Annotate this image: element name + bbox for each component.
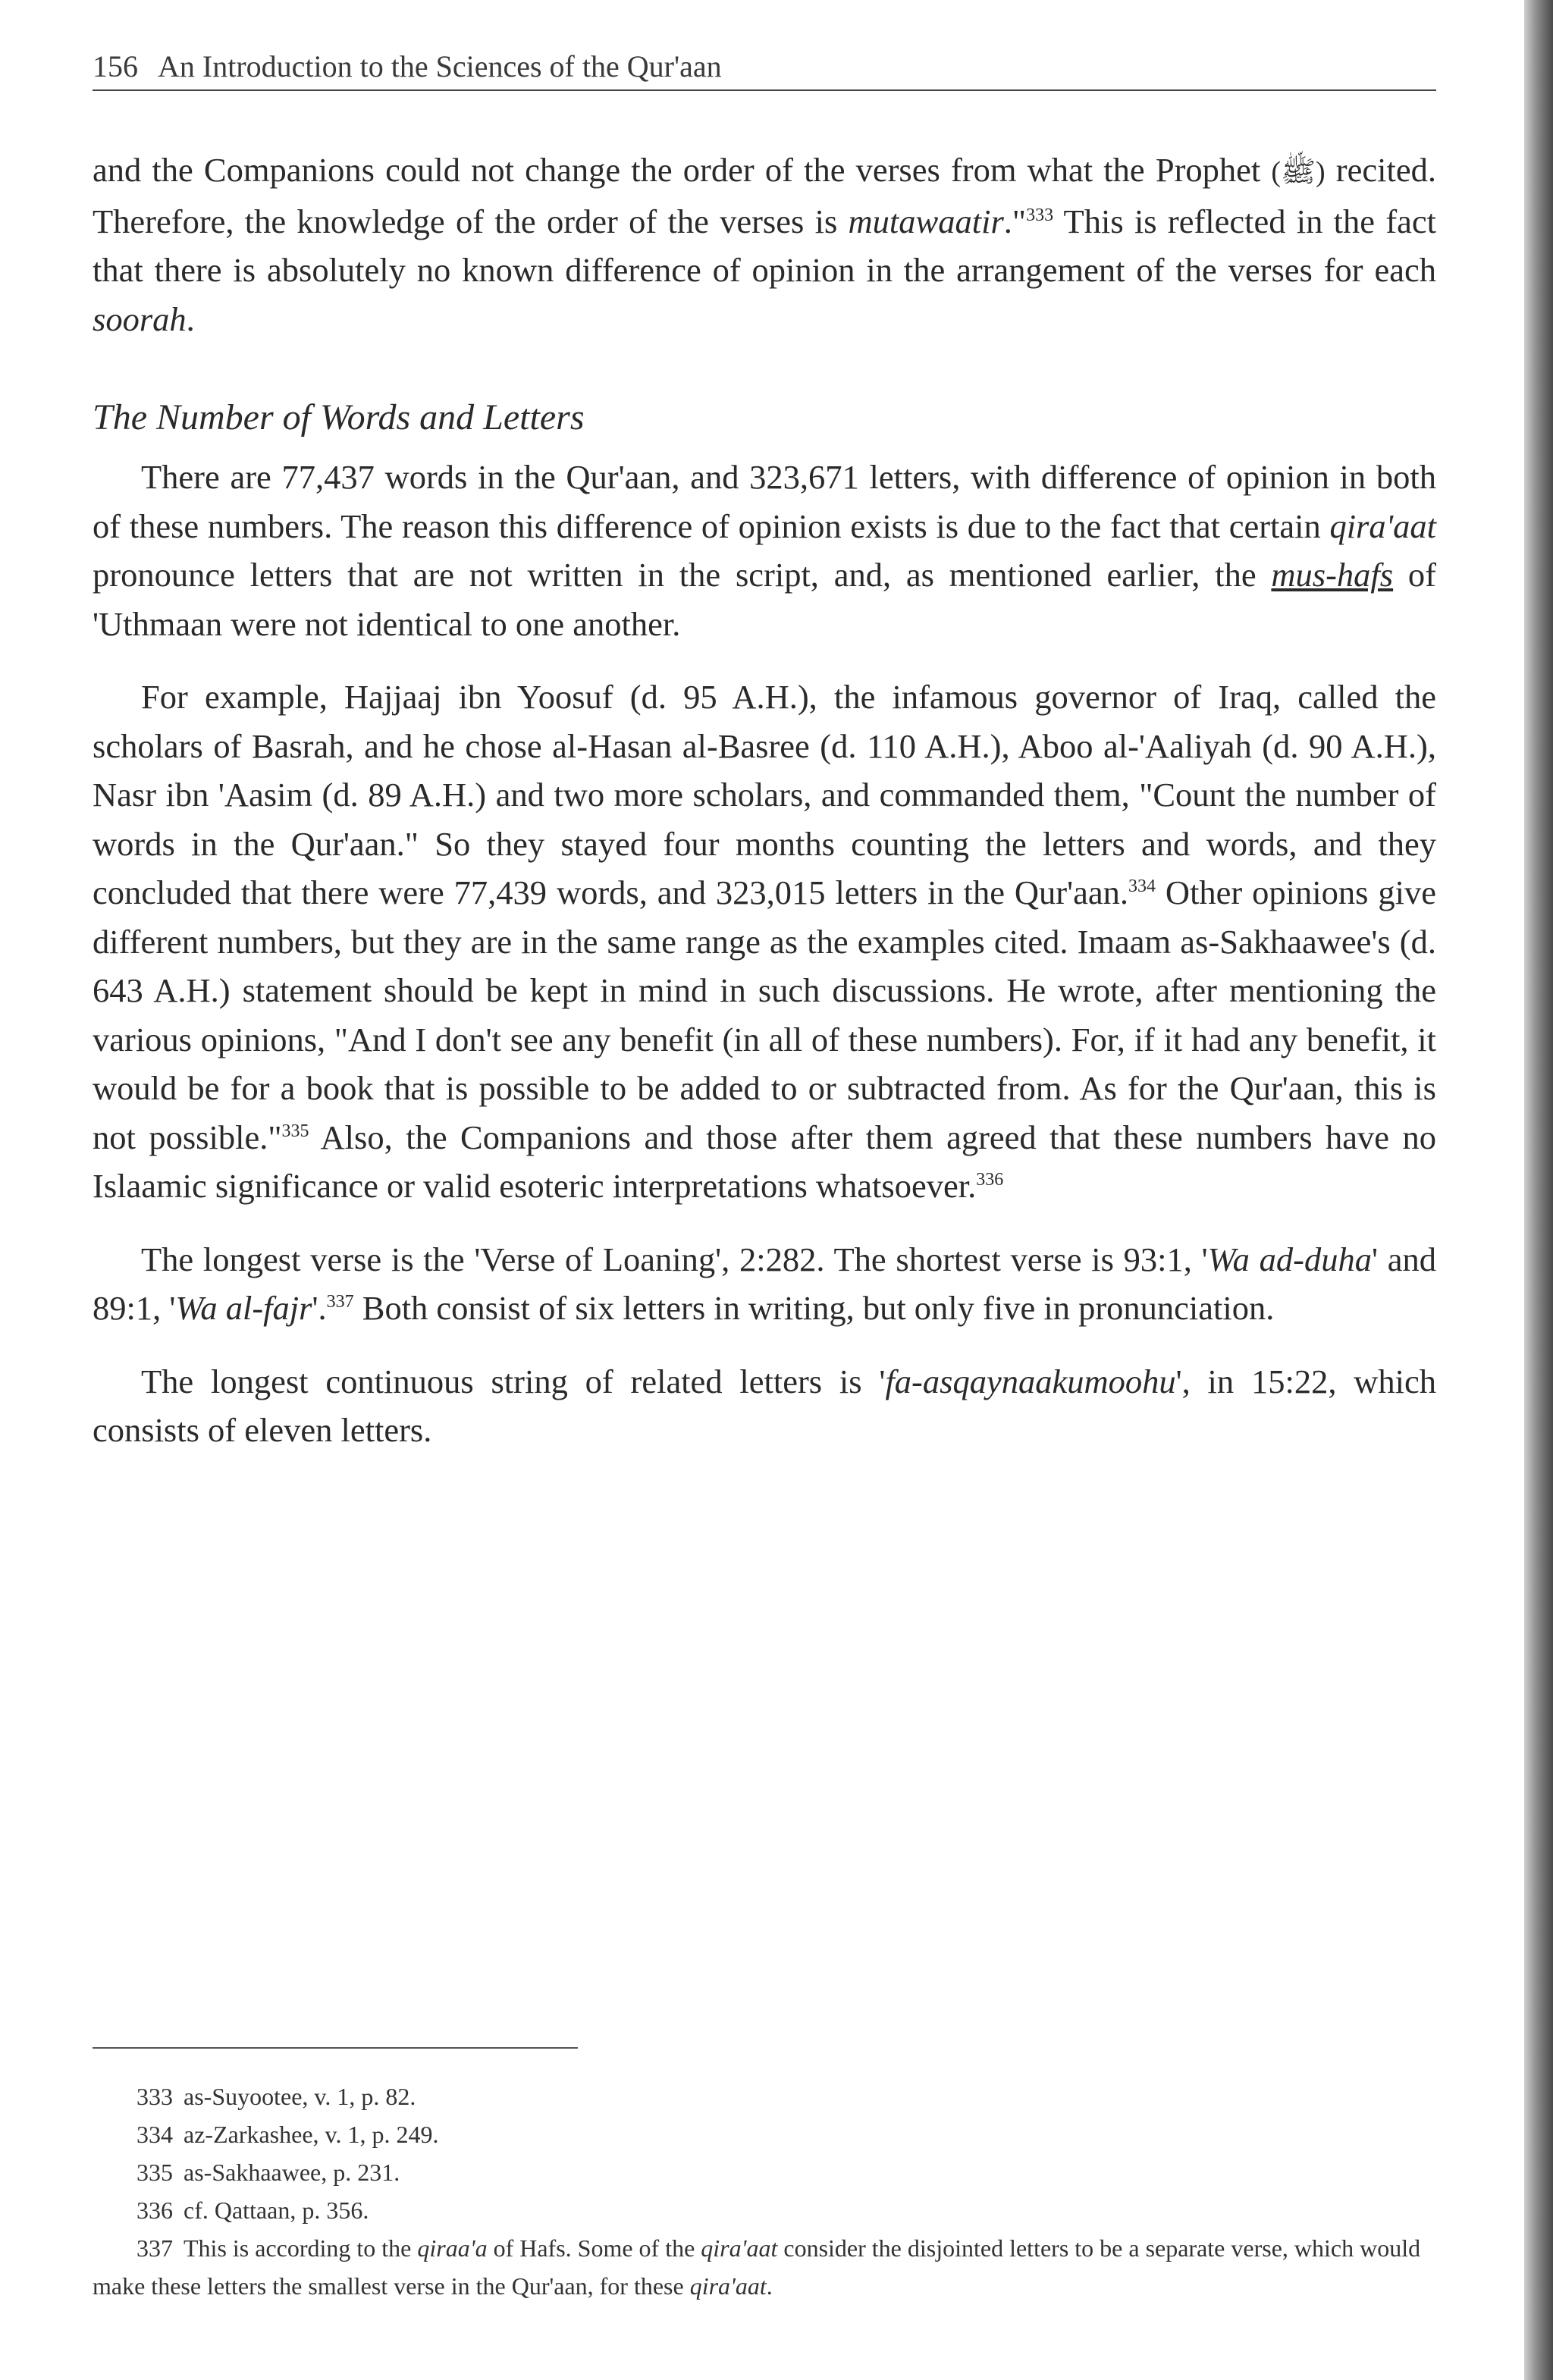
- text-run: The longest verse is the 'Verse of Loaning', 2:282. The shortest verse is 93:1, ': [141, 1240, 1208, 1278]
- footnote-number: 335: [136, 2159, 173, 2186]
- term-qiraaa: qiraa'a: [417, 2234, 488, 2262]
- footnote-text: This is according to the: [184, 2234, 418, 2262]
- running-header: [93, 44, 1436, 91]
- text-run: .: [186, 299, 195, 338]
- section-heading: The Number of Words and Letters: [93, 397, 585, 437]
- paragraph-longest-string: [93, 1357, 1436, 1455]
- footnote-337: [93, 2229, 1436, 2305]
- text-run: .": [1003, 202, 1027, 240]
- footnote-number: 336: [136, 2197, 173, 2224]
- term-qiraaat: qira'aat: [701, 2234, 778, 2262]
- footnotes: [93, 2077, 1436, 2305]
- paragraph-hajjaaj: [93, 673, 1436, 1211]
- footnote-text: cf. Qattaan, p. 356.: [184, 2197, 369, 2224]
- term-mutawaatir: mutawaatir: [848, 202, 1004, 240]
- footnote-number: 333: [136, 2083, 173, 2110]
- footnote-334: [93, 2115, 1436, 2153]
- paragraph-longest-verse: [93, 1235, 1436, 1333]
- text-run: Also, the Companions and those after them agreed that these numbers have no Islaamic significance or valid esoteric interpretations whatsoever.: [93, 1118, 1436, 1205]
- text-run: and the Companions could not change the order of the verses from what the Prophet: [93, 151, 1272, 189]
- footnote-text: consider the disjointed letters to be a separate verse, which would make these letters the smallest verse in the Qur'aan, for these: [93, 2234, 1421, 2300]
- term-soorah: soorah: [93, 299, 187, 338]
- text-run: recited. Therefore, the knowledge of the order of the verses is: [93, 151, 1436, 240]
- term-fa-asqaynaakumoohu: fa-asqaynaakumoohu: [885, 1362, 1176, 1400]
- footnote-text: .: [766, 2272, 773, 2300]
- footnote-text: az-Zarkashee, v. 1, p. 249.: [184, 2121, 439, 2148]
- text-run: This is reflected in the fact that there is absolutely no known difference of opinion in the arrangement of the verses for each: [93, 202, 1437, 289]
- page-edge-shadow: [1524, 0, 1553, 2380]
- footnote-text: of Hafs. Some of the: [487, 2234, 701, 2262]
- footnote-335: [93, 2153, 1436, 2191]
- paragraph-word-count: [93, 453, 1436, 648]
- text-run: Both consist of six letters in writing, but only five in pronunciation.: [353, 1289, 1275, 1327]
- footnote-ref-336[interactable]: 336: [976, 1170, 1004, 1190]
- term-mus-hafs: mus-hafs: [1271, 556, 1394, 594]
- term-wa-ad-duha: Wa ad-duha: [1207, 1240, 1372, 1278]
- body-text: [93, 146, 1436, 1455]
- text-run: The longest continuous string of related letters is ': [141, 1362, 886, 1400]
- paragraph-continuation: [93, 146, 1436, 343]
- footnote-ref-333[interactable]: 333: [1026, 205, 1054, 225]
- salutation-symbol: (ﷺ): [1271, 156, 1326, 188]
- footnote-ref-334[interactable]: 334: [1128, 876, 1156, 897]
- term-wa-al-fajr: Wa al-fajr: [175, 1289, 312, 1327]
- text-run: ', in 15:22, which consists of eleven letters.: [93, 1362, 1437, 1449]
- text-run: For example, Hajjaaj ibn Yoosuf (d. 95 A.H.), the infamous governor of Iraq, called the scholars of Basrah, and he chose al-Hasan al-Basree (d. 110 A.H.), Aboo al-'Aaliyah (d. 90 A.H.), Nasr ibn 'Aasim (d. 89 A.H.) and two more scholars, and commanded them, "Count the number of words in the Qur'aan." So they stayed four months counting the letters and words, and they concluded that there were 77,439 words, and 323,015 letters in the Qur'aan.: [93, 678, 1436, 911]
- footnote-number: 334: [136, 2121, 173, 2148]
- footnote-333: [93, 2077, 1436, 2115]
- footnote-ref-335[interactable]: 335: [281, 1121, 309, 1141]
- footnote-ref-337[interactable]: 337: [326, 1292, 354, 1312]
- footnote-number: 337: [136, 2234, 173, 2262]
- text-run: There are 77,437 words in the Qur'aan, and 323,671 letters, with difference of opinion in both of these numbers. The reason this difference of opinion exists is due to the fact that certain: [93, 458, 1436, 545]
- text-run: of 'Uthmaan were not identical to one another.: [93, 556, 1437, 643]
- text-run: pronounce letters that are not written in the script, and, as mentioned earlier, the: [93, 556, 1272, 594]
- footnote-divider: [93, 2047, 578, 2049]
- footnote-text: as-Suyootee, v. 1, p. 82.: [184, 2083, 416, 2110]
- term-qiraaat: qira'aat: [689, 2272, 767, 2300]
- text-run: Other opinions give different numbers, but they are in the same range as the examples cited. Imaam as-Sakhaawee's (d. 643 A.H.) statement should be kept in mind in such discussions. He wrote, after mentioning the various opinions, "And I don't see any benefit (in all of these numbers). For, if it had any benefit, it would be for a book that is possible to be added to or subtracted from. As for the Qur'aan, this is not possible.": [93, 873, 1436, 1156]
- page-number: 156: [93, 49, 138, 83]
- running-title: An Introduction to the Sciences of the Qur'aan: [158, 49, 722, 83]
- term-qiraaat: qira'aat: [1329, 506, 1436, 545]
- text-run: '.: [312, 1289, 327, 1327]
- footnote-text: as-Sakhaawee, p. 231.: [184, 2159, 400, 2186]
- footnote-336: [93, 2191, 1436, 2229]
- text-run: ' and 89:1, ': [93, 1240, 1436, 1327]
